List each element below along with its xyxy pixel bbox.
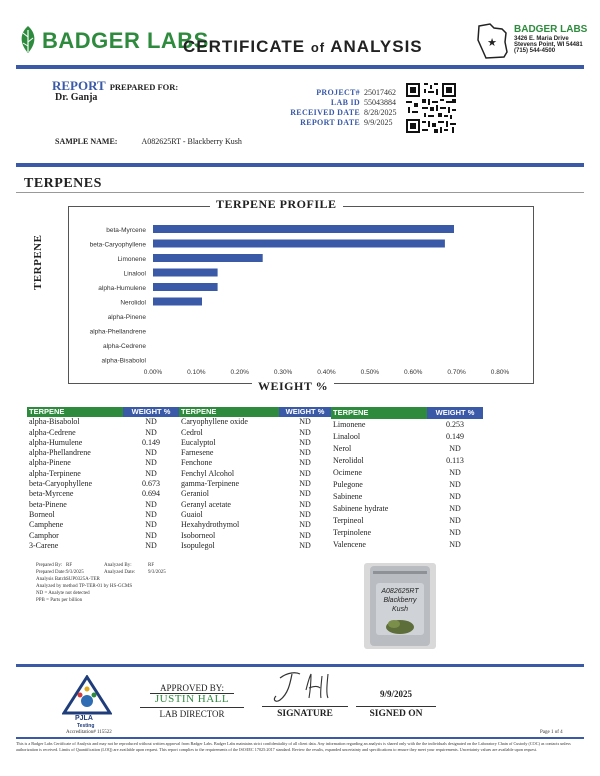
- table-row: [27, 438, 179, 448]
- sample-name-label: SAMPLE NAME:: [55, 137, 118, 146]
- nd-definition: ND = Analyte not detected: [36, 591, 90, 596]
- table-row: [27, 458, 179, 468]
- pjla-sub: Testing: [77, 723, 95, 729]
- table-row: [331, 503, 483, 515]
- terpene-name: Hexahydrothymol: [181, 520, 240, 530]
- terpene-table: [27, 407, 487, 551]
- chart-x-tick-label: 0.30%: [273, 369, 293, 376]
- terpene-weight: ND: [449, 539, 461, 549]
- analyzed-by-label: Analyzed By:: [104, 563, 132, 568]
- terpene-weight: ND: [145, 458, 157, 468]
- table-row: [331, 515, 483, 527]
- lab-phone: (715) 544-4500: [514, 48, 556, 54]
- chart-x-tick-label: 0.00%: [143, 369, 163, 376]
- terpene-weight: ND: [145, 520, 157, 530]
- chart-category-label: alpha-Cedrene: [102, 343, 146, 350]
- received-date-value: 8/28/2025: [364, 108, 397, 117]
- terpene-name: Borneol: [29, 509, 55, 519]
- terpene-name: alpha-Cedrene: [29, 427, 76, 437]
- terpene-weight: ND: [299, 437, 311, 447]
- chart-category-label: beta-Caryophyllene: [89, 241, 146, 249]
- report-fields: [230, 88, 420, 128]
- table-row: [179, 479, 331, 489]
- table-row: [27, 489, 179, 499]
- terpene-weight: ND: [299, 520, 311, 530]
- lab-id-label: LAB ID: [330, 98, 360, 107]
- table-row: [27, 520, 179, 530]
- terpene-name: Ocimene: [333, 467, 362, 477]
- report-field-project: [230, 88, 420, 98]
- report-word: REPORT: [52, 78, 106, 93]
- table-row: [179, 520, 331, 530]
- terpene-name: beta-Pinene: [29, 499, 67, 509]
- lab-id-value: 55043884: [364, 98, 396, 107]
- terpene-weight: ND: [299, 417, 311, 427]
- terpene-weight: ND: [299, 530, 311, 540]
- report-date-label: REPORT DATE: [300, 118, 360, 127]
- chart-bar: [153, 298, 202, 306]
- terpene-weight: ND: [145, 448, 157, 458]
- lab-address-line2: Stevens Point, WI 54481: [514, 42, 583, 48]
- terpene-name: alpha-Terpinene: [29, 468, 81, 478]
- analyzed-date-value: 9/3/2025: [148, 570, 166, 575]
- chart-bar: [153, 225, 454, 233]
- table-header-row: [27, 407, 179, 417]
- lab-address-block: [514, 24, 587, 54]
- table-row: [179, 438, 331, 448]
- batch-value: SUP0325A-TER: [66, 577, 100, 582]
- analysis-notes: [36, 562, 166, 604]
- prepared-for-label: PREPARED FOR:: [109, 82, 179, 92]
- sample-name-row: [55, 137, 242, 146]
- certificate-title: [183, 37, 423, 57]
- table-row: [27, 448, 179, 458]
- terpene-weight: ND: [145, 499, 157, 509]
- ppb-definition: PPB = Parts per billion: [36, 598, 83, 603]
- terpene-weight: ND: [449, 527, 461, 537]
- terpene-name: alpha-Pinene: [29, 458, 71, 468]
- chart-bar: [153, 254, 263, 262]
- chart-x-tick-label: 0.40%: [317, 369, 336, 376]
- table-row: [331, 479, 483, 491]
- table-row: [27, 541, 179, 551]
- terpene-weight: ND: [299, 499, 311, 509]
- terpene-table-group: [179, 407, 331, 551]
- sample-photo-label: A082625RT Blackberry Kush: [381, 588, 419, 613]
- chart-bar: [153, 240, 445, 248]
- approver-title: LAB DIRECTOR: [140, 707, 244, 719]
- table-row: [27, 417, 179, 427]
- certificate-title-word1: CERTIFICATE: [183, 37, 306, 56]
- terpene-name: Terpineol: [333, 515, 364, 525]
- terpene-name: Limonene: [333, 419, 366, 429]
- terpene-name: Camphene: [29, 520, 64, 530]
- table-header-row: [331, 407, 483, 419]
- chart-category-label: Linalool: [123, 270, 146, 278]
- chart-x-tick-label: 0.10%: [187, 369, 206, 376]
- table-row: [331, 539, 483, 551]
- table-row: [179, 428, 331, 438]
- table-row: [179, 489, 331, 499]
- terpene-weight: ND: [145, 427, 157, 437]
- notes-row-batch: [36, 576, 166, 583]
- table-row: [179, 469, 331, 479]
- header-terpene: TERPENE: [27, 407, 123, 417]
- chart-category-label: beta-Myrcene: [106, 227, 146, 234]
- signature-image: [266, 670, 346, 706]
- analyzed-by-value: RF: [148, 563, 155, 568]
- terpene-name: Fenchyl Alcohol: [181, 468, 235, 478]
- signed-on-label: SIGNED ON: [369, 709, 423, 719]
- terpene-name: Nerol: [333, 443, 352, 453]
- disclaimer-text: This is a Badger Labs Certificate of Analysis and may not be reproduced without written approval from Badger Labs. Badger Labs maintains strict confidentiality of all client data. Any information regarding an analysis is shared only with the the individuals designated on the Laboratory Chain of Custody (COC) as contacts unless authorization is received. Limits of Quantification (LOQ) are available upon request. This report complies to the requirements of the ISO/IEC 17025:2017 standard. Review the results, expanded uncertainty and specifications to ensure they meet your requirements. Uncertainty values are available upon request.: [16, 741, 571, 752]
- terpene-weight: ND: [145, 530, 157, 540]
- terpene-name: Guaiol: [181, 509, 203, 519]
- terpene-weight: ND: [299, 540, 311, 550]
- sample-name-value: A082625RT - Blackberry Kush: [141, 137, 242, 146]
- pjla-label: PJLA: [75, 715, 93, 722]
- terpene-name: Valencene: [333, 539, 366, 549]
- chart-title: TERPENE PROFILE: [210, 197, 343, 212]
- table-row: [179, 541, 331, 551]
- chart-category-label: Limonene: [117, 256, 146, 263]
- table-row: [331, 431, 483, 443]
- terpene-name: alpha-Humulene: [29, 437, 83, 447]
- chart-category-label: Nerolidol: [120, 299, 146, 307]
- terpene-name: Isopulegol: [181, 540, 215, 550]
- chart-xlabel: WEIGHT %: [252, 379, 334, 394]
- table-row: [331, 491, 483, 503]
- terpene-name: Fenchone: [181, 458, 213, 468]
- chart-bar: [153, 283, 218, 291]
- table-header-row: [179, 407, 331, 417]
- header-divider: [16, 65, 584, 69]
- chart-x-tick-label: 0.60%: [404, 369, 423, 376]
- terpene-name: Eucalyptol: [181, 437, 216, 447]
- terpene-weight: ND: [299, 427, 311, 437]
- terpene-weight: ND: [449, 479, 461, 489]
- section-rule: [16, 192, 584, 193]
- sample-photo: [364, 563, 436, 649]
- table-row: [331, 419, 483, 431]
- prepared-date-value: 9/3/2025: [66, 570, 84, 575]
- pjla-logo-icon: [62, 675, 112, 715]
- terpene-weight: ND: [145, 540, 157, 550]
- terpene-weight: ND: [449, 443, 461, 453]
- report-date-value: 9/9/2025: [364, 118, 393, 127]
- table-row: [179, 458, 331, 468]
- table-row: [179, 417, 331, 427]
- chart-x-tick-label: 0.70%: [447, 369, 466, 376]
- table-row: [179, 500, 331, 510]
- chart-bar: [153, 269, 218, 277]
- certificate-title-word2: ANALYSIS: [330, 37, 423, 56]
- company-logo: [16, 25, 209, 57]
- terpene-weight: ND: [449, 491, 461, 501]
- terpene-weight: ND: [299, 468, 311, 478]
- project-label: PROJECT#: [316, 88, 360, 97]
- prepared-by-value: RF: [66, 563, 73, 568]
- client-name: Dr. Ganja: [55, 92, 98, 103]
- terpene-name: Pulegone: [333, 479, 363, 489]
- wisconsin-map-icon: [476, 22, 512, 60]
- prepared-date-label: Prepared Date:: [36, 570, 66, 575]
- terpene-weight: ND: [299, 479, 311, 489]
- disclaimer-bar: [16, 737, 584, 739]
- terpene-weight: 0.149: [446, 431, 464, 441]
- terpene-weight: ND: [449, 467, 461, 477]
- table-row: [27, 479, 179, 489]
- table-row: [27, 500, 179, 510]
- table-row: [27, 469, 179, 479]
- terpene-weight: ND: [145, 417, 157, 427]
- terpene-name: Camphor: [29, 530, 59, 540]
- terpene-name: Isoborneol: [181, 530, 216, 540]
- terpene-name: Caryophyllene oxide: [181, 417, 248, 427]
- logo-text: BADGER LABS: [42, 28, 209, 53]
- lab-address-line1: 3426 E. Maria Drive: [514, 36, 569, 42]
- terpene-weight: ND: [145, 509, 157, 519]
- table-row: [331, 455, 483, 467]
- terpene-bar-chart: [68, 206, 532, 382]
- batch-label: Analysis Batch:: [36, 577, 68, 582]
- project-value: 25017462: [364, 88, 396, 97]
- terpene-table-group: [331, 407, 483, 551]
- header-weight: WEIGHT %: [123, 407, 179, 417]
- terpene-name: Sabinene: [333, 491, 363, 501]
- terpene-name: Cedrol: [181, 427, 203, 437]
- leaf-logo-icon: [16, 25, 40, 55]
- chart-x-tick-label: 0.80%: [490, 369, 510, 376]
- terpene-weight: ND: [299, 509, 311, 519]
- header-terpene: TERPENE: [331, 407, 427, 419]
- terpene-name: Geraniol: [181, 489, 209, 499]
- received-date-label: RECEIVED DATE: [290, 108, 360, 117]
- notes-row-dates: [36, 569, 166, 576]
- table-row: [179, 448, 331, 458]
- table-row: [27, 428, 179, 438]
- chart-ylabel: TERPENE: [32, 234, 44, 290]
- terpene-weight: 0.694: [142, 489, 160, 499]
- terpene-name: alpha-Phellandrene: [29, 448, 91, 458]
- terpene-weight: 0.673: [142, 479, 160, 489]
- table-row: [331, 527, 483, 539]
- signed-date: 9/9/2025: [379, 689, 412, 699]
- table-row: [27, 510, 179, 520]
- terpene-name: Sabinene hydrate: [333, 503, 389, 513]
- terpene-name: beta-Caryophyllene: [29, 479, 93, 489]
- certificate-title-of: of: [310, 40, 326, 55]
- chart-x-tick-label: 0.20%: [230, 369, 249, 376]
- accreditation-number: Accreditation# 115522: [66, 730, 112, 735]
- analyzed-date-label: Analyzed Date:: [104, 570, 136, 575]
- table-row: [179, 531, 331, 541]
- approver-name: JUSTIN HALL: [154, 693, 230, 705]
- notes-row-by: [36, 562, 166, 569]
- terpene-weight: 0.253: [446, 419, 464, 429]
- terpene-weight: ND: [449, 515, 461, 525]
- header-terpene: TERPENE: [179, 407, 279, 417]
- report-divider: [16, 163, 584, 167]
- page-number: Page 1 of 4: [540, 730, 563, 735]
- svg-text:★: ★: [487, 37, 497, 49]
- lab-name: BADGER LABS: [514, 24, 588, 35]
- header-weight: WEIGHT %: [279, 407, 331, 417]
- report-field-received-date: [230, 108, 420, 118]
- report-field-lab-id: [230, 98, 420, 108]
- footer-divider: [16, 664, 584, 667]
- terpene-weight: ND: [449, 503, 461, 513]
- table-row: [331, 467, 483, 479]
- terpene-name: Terpinolene: [333, 527, 372, 537]
- chart-category-label: alpha-Bisabolol: [101, 357, 146, 365]
- signature-line: [262, 706, 348, 707]
- chart-category-label: alpha-Pinene: [107, 314, 146, 321]
- method-note: Analyzed by method TP-TER-01 by HS-GCMS: [36, 584, 133, 589]
- terpene-weight: ND: [299, 489, 311, 499]
- terpene-name: Nerolidol: [333, 455, 364, 465]
- signature-label: SIGNATURE: [277, 709, 333, 719]
- table-row: [27, 531, 179, 541]
- terpene-weight: ND: [299, 458, 311, 468]
- terpene-name: Linalool: [333, 431, 361, 441]
- terpene-weight: ND: [299, 448, 311, 458]
- terpene-name: beta-Myrcene: [29, 489, 74, 499]
- terpene-name: Geranyl acetate: [181, 499, 231, 509]
- table-row: [331, 443, 483, 455]
- chart-category-label: alpha-Humulene: [98, 285, 146, 292]
- terpene-name: Farnesene: [181, 448, 214, 458]
- chart-x-tick-label: 0.50%: [360, 369, 380, 376]
- table-row: [179, 510, 331, 520]
- approved-by-label: APPROVED BY:: [150, 683, 234, 694]
- terpene-table-group: [27, 407, 179, 551]
- section-title: TERPENES: [24, 176, 102, 191]
- qr-code-icon[interactable]: [406, 83, 456, 133]
- signed-date-line: [356, 706, 436, 707]
- header-weight: WEIGHT %: [427, 407, 483, 419]
- terpene-weight: ND: [145, 468, 157, 478]
- terpene-name: alpha-Bisabolol: [29, 417, 80, 427]
- terpene-name: gamma-Terpinene: [181, 479, 240, 489]
- prepared-by-label: Prepared By:: [36, 563, 63, 568]
- terpene-name: 3-Carene: [29, 540, 59, 550]
- report-field-report-date: [230, 118, 420, 128]
- terpene-weight: 0.149: [142, 437, 160, 447]
- chart-category-label: alpha-Phellandrene: [89, 328, 146, 336]
- terpene-weight: 0.113: [446, 455, 464, 465]
